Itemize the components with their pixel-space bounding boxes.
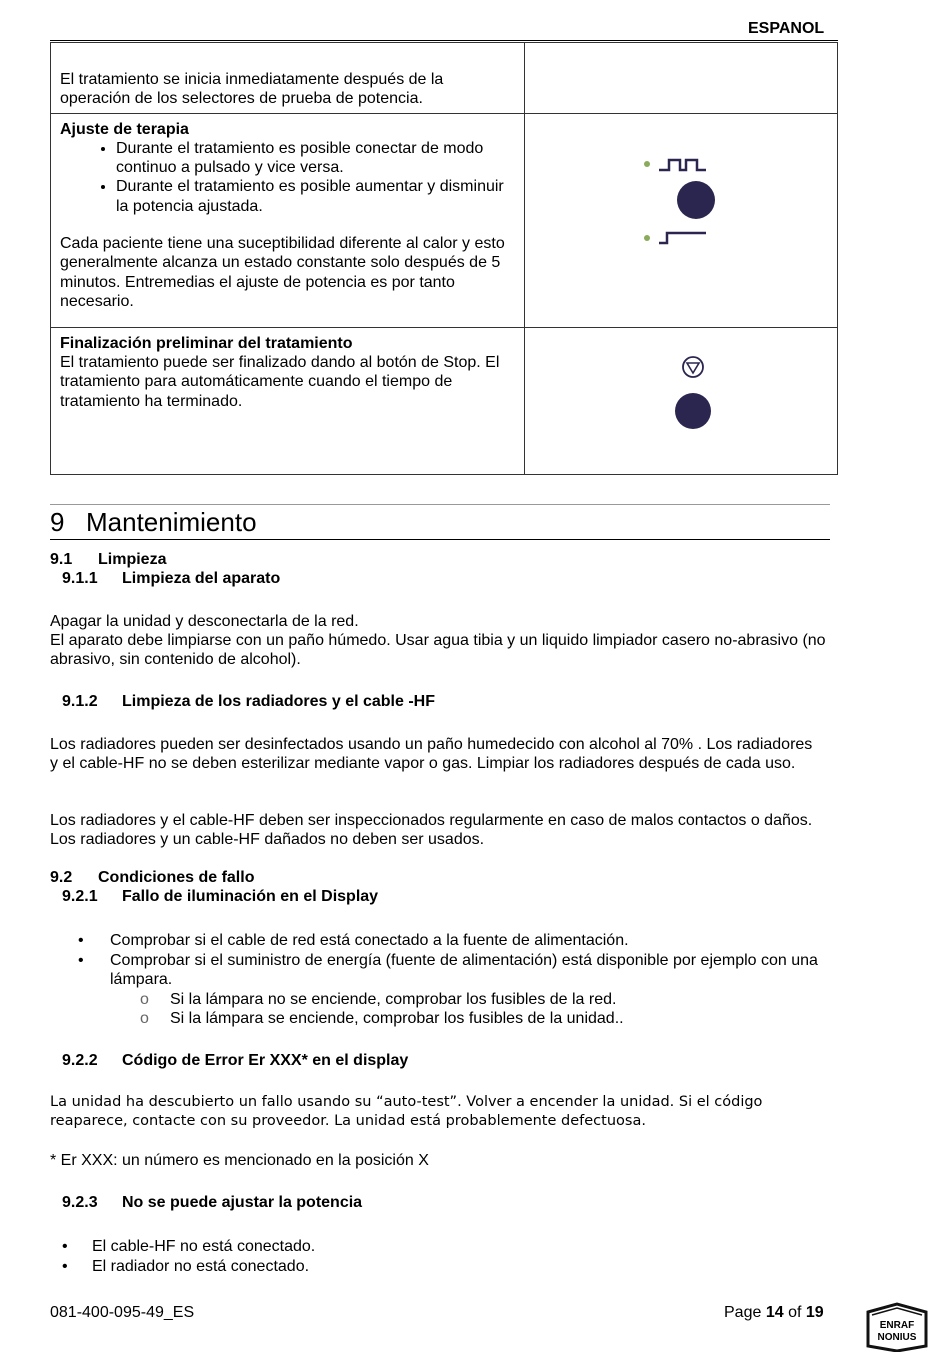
- list-item: o Si la lámpara no se enciende, comprobar los fusibles de la red.: [140, 990, 617, 1008]
- therapy-adjust-text: Cada paciente tiene una suceptibilidad diferente al calor y esto generalmente alcanza un estado constante solo después de 5 minutos. Entremedias el ajuste de potencia es por tanto necesario.: [60, 235, 505, 310]
- header-rule: [50, 40, 838, 41]
- early-stop-title: Finalización preliminar del tratamiento: [60, 334, 353, 352]
- power-fault-list: [62, 1237, 315, 1276]
- early-stop-text: El tratamiento puede ser finalizado dando al botón de Stop. El tratamiento para automáticamente cuando el tiempo de tratamiento ha terminado.: [60, 354, 500, 410]
- list-item: o Si la lámpara se enciende, comprobar los fusibles de la unidad..: [140, 1010, 624, 1027]
- heading-9-2-1: 9.2.1 Fallo de iluminación en el Display: [62, 888, 379, 905]
- continuous-mode-icon: [659, 233, 706, 243]
- list-item: • El radiador no está conectado.: [62, 1257, 310, 1275]
- svg-text:ENRAF: ENRAF: [879, 1320, 915, 1331]
- heading-9-1: 9.1 Limpieza: [50, 551, 167, 568]
- therapy-adjust-title: Ajuste de terapia: [60, 120, 189, 138]
- stop-button-icon: [675, 393, 711, 429]
- pulsed-led-icon: [644, 161, 650, 167]
- heading-9-2-2: 9.2.2 Código de Error Er XXX* en el display: [62, 1052, 409, 1069]
- list-item: • Comprobar si el suministro de energía (fuente de alimentación) está disponible por ejemplo con una lámpara.: [78, 951, 818, 988]
- heading-9-1-1: 9.1.1 Limpieza del aparato: [62, 570, 281, 587]
- display-fault-list: [78, 931, 828, 1029]
- list-item: • Durante el tratamiento es posible conectar de modo continuo a pulsado y vice versa.: [116, 139, 515, 178]
- heading-9-2: 9.2 Condiciones de fallo: [50, 869, 255, 886]
- section-title: 9 Mantenimiento: [50, 507, 257, 537]
- list-item: • Durante el tratamiento es posible aumentar y disminuir la potencia ajustada.: [116, 177, 515, 216]
- list-item: • El cable-HF no está conectado.: [62, 1238, 316, 1255]
- enraf-nonius-logo: [866, 1302, 928, 1352]
- heading-9-1-2: 9.1.2 Limpieza de los radiadores y el cable -HF: [62, 693, 435, 710]
- svg-text:NONIUS: NONIUS: [877, 1332, 917, 1343]
- header-language: ESPANOL: [748, 20, 825, 37]
- page: ESPANOL El tratamiento se inicia inmediatamente después de la operación de los selectores de prueba de potencia. Ajuste de terapia • Durante el tratamiento es posible conectar de modo continuo a pulsado y vice versa. • Durante el tratamiento es posible aumentar y disminuir la potencia ajustada. Cada paciente tiene una suceptibilidad diferente al calor y esto generalmente alcanza un estado constante solo después de 5 minutos. Entremedias el ajuste de potencia es por tanto necesario. Finalización preliminar del tratamiento El tratamiento puede ser finalizado dando al botón de Stop. El tratamiento para automáticamente cuando el tiempo de tratamiento ha terminado. 9 Mantenimiento 9.1 Limpieza 9.1.1 Limpieza del aparato Apagar la unidad y desconectarla de la red. El aparato debe limpiarse con un paño húmedo. Usar agua tibia y un liquido limpiador casero no-abrasivo (no abrasivo, sin contenido de alcohol). 9.1.2 Limpieza de los radiadores y el cable -HF Los radiadores pueden ser desinfectados usando un paño humedecido con alcohol al 70% . Los radiadores y el cable-HF no se deben esterilizar mediante vapor o gas. Limpiar los radiadores después de cada uso. Los radiadores y el cable-HF deben ser inspeccionados regularmente en caso de malos contactos o daños. Los radiadores y un cable-HF dañados no deben ser usados. 9.2 Condiciones de fallo 9.2.1 Fallo de iluminación en el Display • Comprobar si el cable de red está conectado a la fuente de alimentación. • Comprobar si el suministro de energía (fuente de alimentación) está disponible por ejemplo con una lámpara. o Si la lámpara no se enciende, comprobar los fusibles de la red. o Si la lámpara se enciende, comprobar los fusibles de la unidad.. 9.2.2 Código de Error Er XXX* en el display La unidad ha descubierto un fallo usando su “auto-test”. Volver a encender la unidad. Si el código reaparece, contacte con su proveedor. La unidad está probablemente defectuosa. * Er XXX: un número es mencionado en la posición X 9.2.3 No se puede ajustar la potencia • El cable-HF no está conectado. • El radiador no está conectado. 081-400-095-49_ES Page 14 of 19 ENRAF NONIUS: [0, 0, 950, 1360]
- page-number: Page 14 of 19: [724, 1304, 824, 1321]
- instruction-table: [50, 42, 838, 475]
- table-row-1-text: El tratamiento se inicia inmediatamente después de la operación de los selectores de prueba de potencia.: [51, 43, 525, 114]
- list-item: • Comprobar si el cable de red está conectado a la fuente de alimentación.: [78, 932, 629, 949]
- pulsed-mode-icon: [659, 160, 706, 170]
- heading-9-2-3: 9.2.3 No se puede ajustar la potencia: [62, 1194, 363, 1211]
- document-id: 081-400-095-49_ES: [50, 1304, 195, 1321]
- continuous-led-icon: [644, 235, 650, 241]
- mode-button-icon: [677, 181, 715, 219]
